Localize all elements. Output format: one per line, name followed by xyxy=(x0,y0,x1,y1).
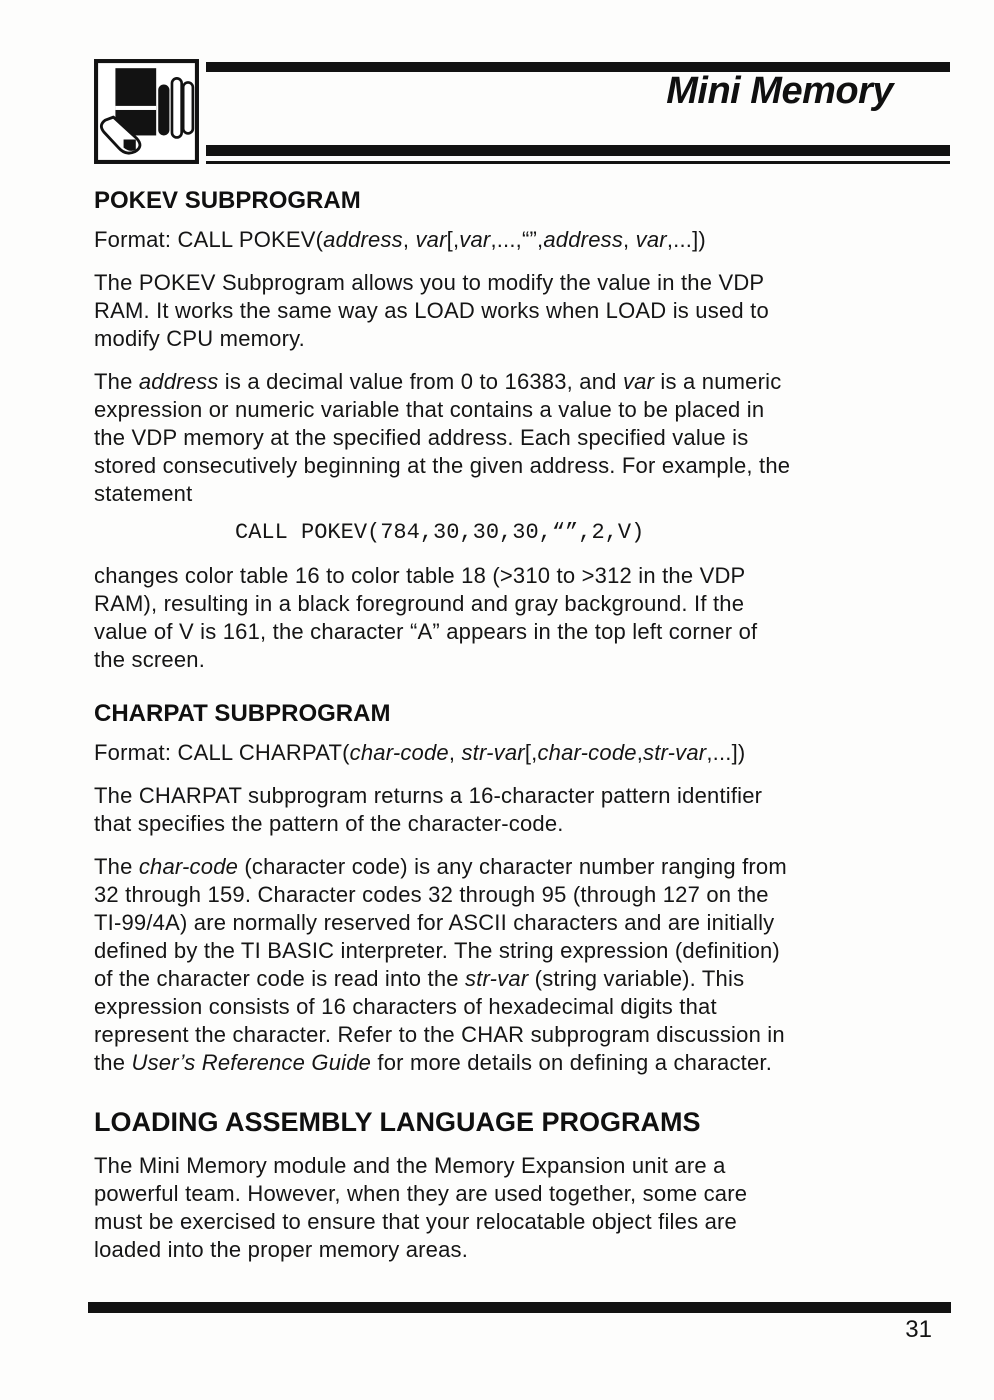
ti-logo-box xyxy=(93,58,200,165)
charpat-format-line: Format: CALL CHARPAT(char-code, str-var[,char-code,str-var,...]) xyxy=(94,740,746,765)
header-rule-bottom xyxy=(206,145,950,156)
pokev-code-example: CALL POKEV(784,30,30,30,“”,2,V) xyxy=(235,520,645,545)
page-number: 31 xyxy=(905,1316,932,1343)
hand-inserting-cartridge-icon xyxy=(93,58,200,165)
heading-loading-assembly: LOADING ASSEMBLY LANGUAGE PROGRAMS xyxy=(94,1107,701,1137)
pokev-paragraph-2: The address is a decimal value from 0 to 16383, and var is a numeric expression or numeric variable that contains a value to be placed in the VDP memory at the specified address. Each specified value is stored consecutively beginning at the given address. For example, the statement xyxy=(94,369,791,506)
heading-charpat-subprogram: CHARPAT SUBPROGRAM xyxy=(94,700,391,727)
page-body xyxy=(94,188,940,1264)
loading-paragraph-1: The Mini Memory module and the Memory Expansion unit are a powerful team. However, when they are used together, some care must be exercised to ensure that your relocatable object files are loaded into the proper memory areas. xyxy=(94,1153,748,1262)
charpat-paragraph-2: The char-code (character code) is any character number ranging from 32 through 159. Character codes 32 through 95 (through 127 on the TI-99/4A) are normally reserved for ASCII characters and are initially defined by the TI BASIC interpreter. The string expression (definition) of the character code is read into the str-var (string variable). This expression consists of 16 characters of hexadecimal digits that represent the character. Refer to the CHAR subprogram discussion in the User’s Reference Guide for more details on defining a character. xyxy=(94,854,787,1075)
footer-rule xyxy=(88,1302,951,1313)
pokev-paragraph-1: The POKEV Subprogram allows you to modify the value in the VDP RAM. It works the same way as LOAD works when LOAD is used to modify CPU memory. xyxy=(94,270,769,351)
header-rule-thin xyxy=(206,161,950,164)
pokev-paragraph-3: changes color table 16 to color table 18 (>310 to >312 in the VDP RAM), resulting in a black foreground and gray background. If the value of V is 161, the character “A” appears in the top left corner of the screen. xyxy=(94,563,758,672)
charpat-paragraph-1: The CHARPAT subprogram returns a 16-character pattern identifier that specifies the pattern of the character-code. xyxy=(94,783,763,836)
page-title: Mini Memory xyxy=(666,70,893,112)
heading-pokev-subprogram: POKEV SUBPROGRAM xyxy=(94,187,361,214)
pokev-format-line: Format: CALL POKEV(address, var[,var,...,“”,address, var,...]) xyxy=(94,227,706,252)
